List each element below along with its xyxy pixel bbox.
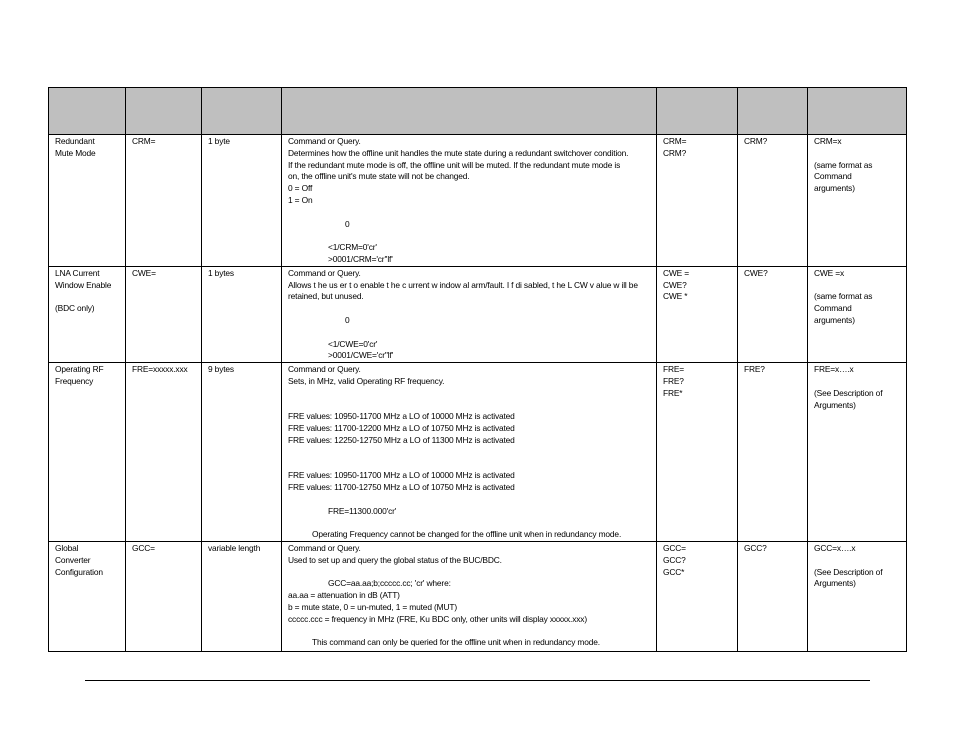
description-cell-line — [288, 459, 652, 471]
arguments-cell-line: 1 byte — [208, 136, 230, 146]
arguments-cell — [202, 363, 282, 542]
query-cell-line: GCC? — [744, 543, 767, 554]
response-cell — [657, 542, 738, 652]
query-cell — [738, 363, 808, 542]
header-cell — [738, 88, 808, 135]
parameter-name-cell-line: Window Enable — [55, 279, 112, 290]
query-response-cell-line — [814, 280, 902, 292]
description-cell-line: 0 — [345, 218, 350, 229]
description-cell-line: retained, but unused. — [288, 291, 364, 302]
parameter-name-cell-line: Global — [55, 543, 79, 554]
command-cell — [126, 266, 202, 362]
parameter-name-cell-line: Converter — [55, 554, 91, 565]
description-cell — [282, 363, 657, 542]
table-row — [49, 542, 907, 652]
command-cell-line: FRE=xxxxx.xxx — [132, 364, 188, 375]
description-cell-line — [288, 388, 652, 400]
description-cell-line: 1 = On — [288, 194, 313, 205]
header-cell — [202, 88, 282, 135]
response-cell-line: CRM? — [663, 147, 687, 158]
parameter-name-cell-line: Configuration — [55, 566, 103, 577]
response-cell-line: CWE? — [663, 279, 687, 290]
description-cell-line: Used to set up and query the global status of the BUC/BDC. — [288, 554, 502, 565]
parameter-name-cell — [49, 135, 126, 267]
command-cell-line: GCC= — [132, 543, 155, 554]
query-cell-line: CRM? — [744, 136, 768, 146]
parameter-name-cell-line: LNA Current — [55, 267, 100, 278]
query-cell — [738, 542, 808, 652]
parameter-name-cell-line: Mute Mode — [55, 147, 96, 158]
query-response-cell-line: CWE =x — [814, 267, 845, 278]
description-cell-line: FRE values: 11700-12200 MHz a LO of 10750 MHz is activated — [288, 423, 515, 434]
header-cell — [126, 88, 202, 135]
description-cell-line: FRE values: 11700-12750 MHz a LO of 10750 MHz is activated — [288, 482, 515, 493]
response-cell-line: CWE * — [663, 291, 688, 302]
query-response-cell — [808, 135, 907, 267]
description-cell-line: Command or Query. — [288, 543, 361, 554]
description-cell-line: Determines how the offline unit handles the mute state during a redundant switchover condition. — [288, 147, 629, 158]
command-cell-line: CRM= — [132, 136, 156, 146]
description-cell-line: GCC=aa.aa;b;ccccc.cc; 'cr' where: — [328, 578, 451, 589]
description-cell-line: on, the offline unit's mute state will not be changed. — [288, 171, 470, 182]
parameter-name-cell-line: Operating RF — [55, 364, 104, 375]
description-cell-line: <1/CRM=0'cr' — [328, 242, 377, 253]
response-cell-line: GCC= — [663, 543, 686, 554]
query-response-cell-line: Arguments) — [814, 399, 856, 410]
parameter-name-cell — [49, 266, 126, 362]
header-cell — [657, 88, 738, 135]
query-response-cell — [808, 266, 907, 362]
description-cell-line: 0 — [345, 314, 350, 325]
description-cell-line: >0001/CRM='cr''lf' — [328, 253, 393, 264]
table-row — [49, 363, 907, 542]
description-cell-line — [288, 230, 652, 242]
command-cell — [126, 542, 202, 652]
table-header-row — [49, 88, 907, 135]
parameter-name-cell — [49, 542, 126, 652]
description-cell — [282, 266, 657, 362]
response-cell-line: FRE* — [663, 387, 683, 398]
description-cell-line: b = mute state, 0 = un-muted, 1 = muted (MUT) — [288, 602, 457, 613]
footer-rule — [85, 680, 870, 681]
parameter-name-cell-line: Redundant — [55, 136, 95, 146]
description-cell — [282, 542, 657, 652]
command-cell-line: CWE= — [132, 267, 156, 278]
arguments-cell — [202, 135, 282, 267]
description-cell-line: Operating Frequency cannot be changed for the offline unit when in redundancy mode. — [312, 529, 622, 540]
description-cell-line: FRE values: 10950-11700 MHz a LO of 10000 MHz is activated — [288, 411, 515, 422]
response-cell-line: GCC? — [663, 554, 686, 565]
response-cell-line: FRE? — [663, 375, 684, 386]
parameter-name-cell — [49, 363, 126, 542]
description-cell-line — [288, 494, 652, 506]
description-cell — [282, 135, 657, 267]
description-cell-line — [288, 400, 652, 412]
description-cell-line: FRE=11300.000'cr' — [328, 505, 397, 516]
query-response-cell-line: arguments) — [814, 183, 855, 194]
query-response-cell-line: GCC=x….x — [814, 543, 856, 554]
response-cell-line: GCC* — [663, 566, 685, 577]
description-cell-line — [288, 303, 652, 315]
query-response-cell — [808, 363, 907, 542]
header-cell — [282, 88, 657, 135]
query-response-cell-line: Command — [814, 171, 852, 182]
query-response-cell-line: CRM=x — [814, 136, 842, 146]
query-response-cell-line — [814, 555, 902, 567]
description-cell-line: Allows t he us er t o enable t he c urrent w indow al arm/fault. I f di sabled, t he L CW v alue w ill be — [288, 279, 638, 290]
description-cell-line: Sets, in MHz, valid Operating RF frequency. — [288, 375, 445, 386]
command-cell — [126, 135, 202, 267]
arguments-cell-line: 9 bytes — [208, 364, 234, 375]
response-cell — [657, 363, 738, 542]
query-cell — [738, 135, 808, 267]
header-cell — [808, 88, 907, 135]
parameter-name-cell-line — [55, 291, 121, 303]
query-response-cell-line — [814, 376, 902, 388]
description-cell-line: Command or Query. — [288, 267, 361, 278]
query-response-cell-line: arguments) — [814, 314, 855, 325]
response-cell-line: CWE = — [663, 267, 690, 278]
query-cell-line: CWE? — [744, 267, 768, 278]
response-cell-line: CRM= — [663, 136, 687, 146]
description-cell-line: 0 = Off — [288, 183, 313, 194]
query-response-cell — [808, 542, 907, 652]
response-cell — [657, 135, 738, 267]
query-response-cell-line: (See Description of — [814, 387, 883, 398]
query-response-cell-line: Command — [814, 303, 852, 314]
arguments-cell-line: variable length — [208, 543, 261, 554]
query-response-cell-line: (same format as — [814, 291, 873, 302]
query-cell-line: FRE? — [744, 364, 765, 375]
description-cell-line: Command or Query. — [288, 364, 361, 375]
command-cell — [126, 363, 202, 542]
header-cell — [49, 88, 126, 135]
description-cell-line: aa.aa = attenuation in dB (ATT) — [288, 590, 400, 601]
table-row — [49, 135, 907, 267]
response-cell-line: FRE= — [663, 364, 685, 375]
query-cell — [738, 266, 808, 362]
description-cell-line — [288, 567, 652, 579]
parameter-name-cell-line: Frequency — [55, 375, 94, 386]
description-cell-line: FRE values: 12250-12750 MHz a LO of 11300 MHz is activated — [288, 434, 515, 445]
description-cell-line — [288, 207, 652, 219]
arguments-cell — [202, 542, 282, 652]
query-response-cell-line: (See Description of — [814, 566, 883, 577]
description-cell-line: Command or Query. — [288, 136, 361, 146]
parameter-name-cell-line: (BDC only) — [55, 303, 95, 314]
query-response-cell-line: (same format as — [814, 159, 873, 170]
description-cell-line — [288, 626, 652, 638]
query-response-cell-line — [814, 148, 902, 160]
description-cell-line — [288, 447, 652, 459]
description-cell-line: ccccc.ccc = frequency in MHz (FRE, Ku BDC only, other units will display xxxxx.xxx) — [288, 613, 587, 624]
arguments-cell — [202, 266, 282, 362]
description-cell-line: FRE values: 10950-11700 MHz a LO of 10000 MHz is activated — [288, 470, 515, 481]
description-cell-line: >0001/CWE='cr''lf' — [328, 350, 394, 361]
description-cell-line: <1/CWE=0'cr' — [328, 338, 378, 349]
description-cell-line — [288, 327, 652, 339]
response-cell — [657, 266, 738, 362]
command-table — [48, 87, 907, 652]
table-row — [49, 266, 907, 362]
query-response-cell-line: FRE=x….x — [814, 364, 854, 375]
description-cell-line — [288, 518, 652, 530]
arguments-cell-line: 1 bytes — [208, 267, 234, 278]
description-cell-line: If the redundant mute mode is off, the offline unit will be muted. If the redundant mute mode is — [288, 159, 621, 170]
query-response-cell-line: Arguments) — [814, 578, 856, 589]
description-cell-line: This command can only be queried for the offline unit when in redundancy mode. — [312, 637, 600, 648]
